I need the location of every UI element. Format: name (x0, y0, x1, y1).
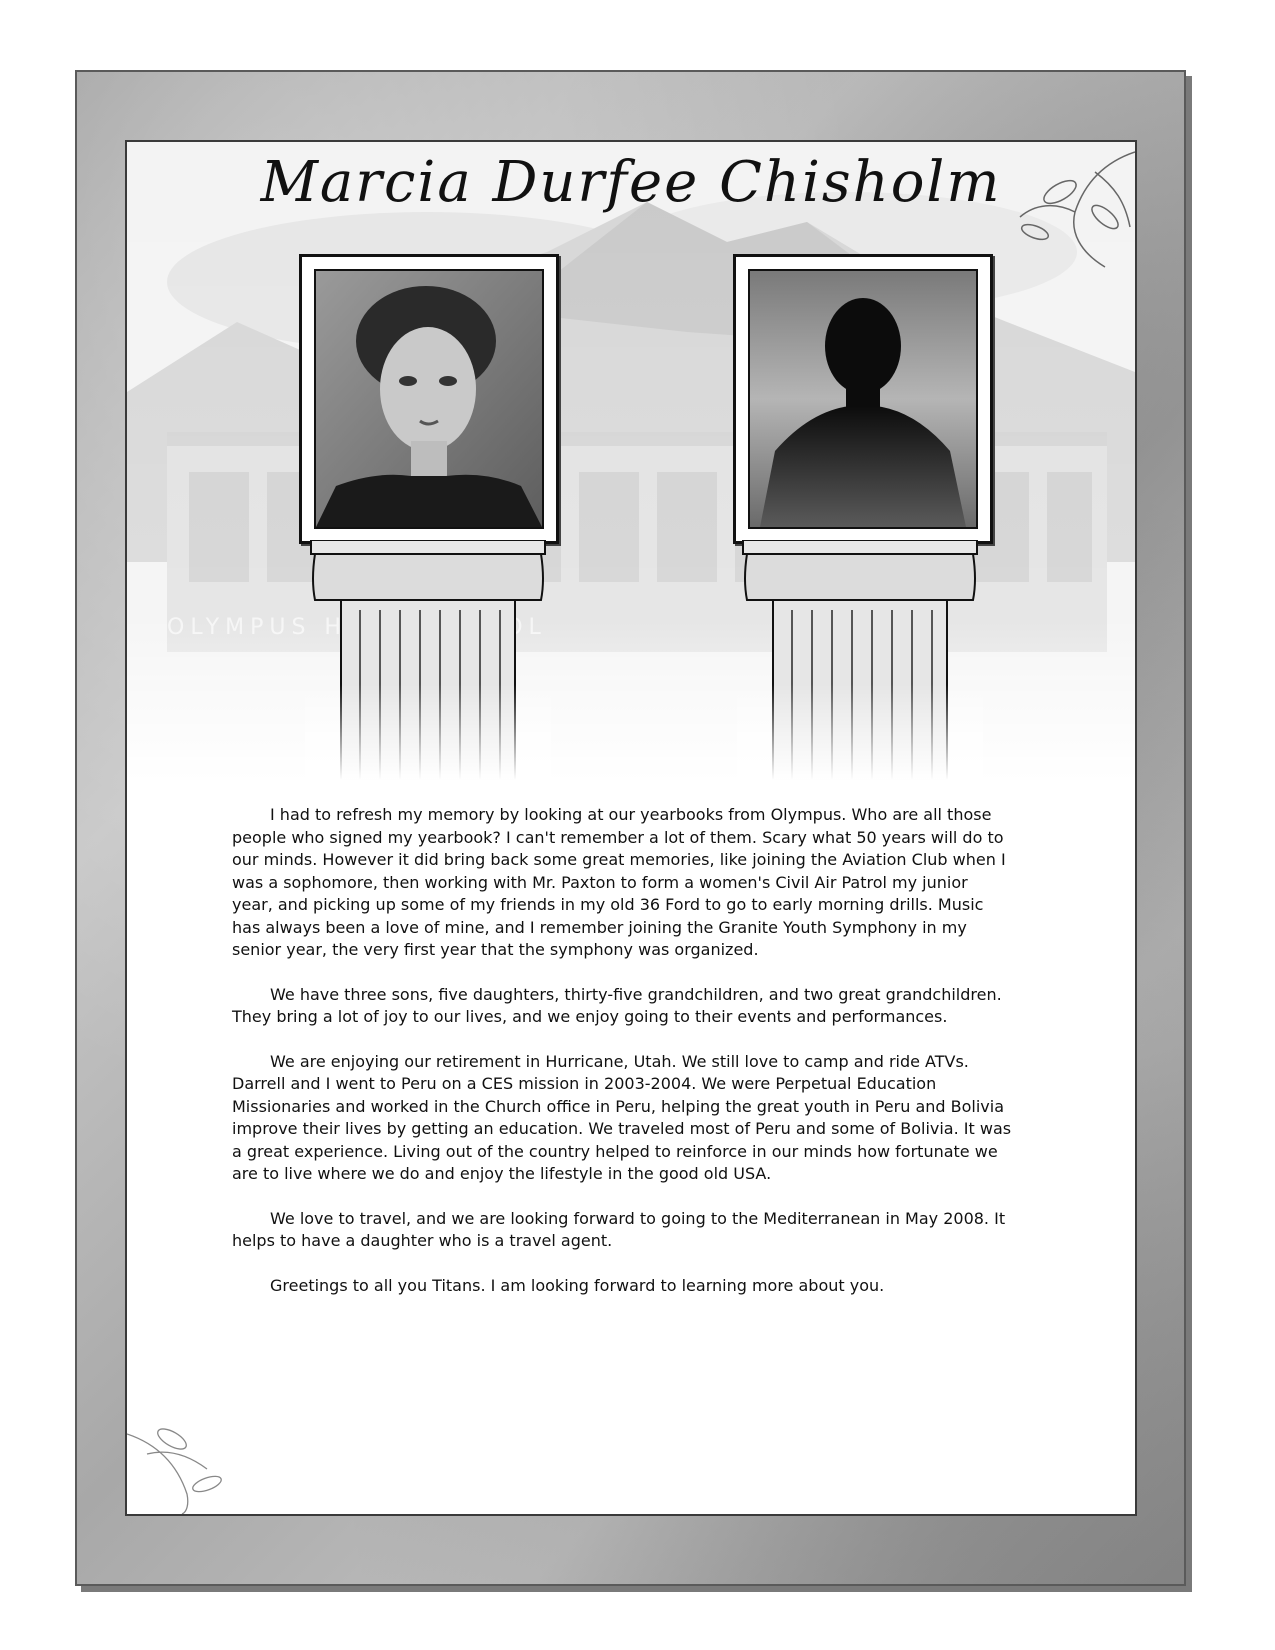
silhouette-photo (748, 269, 978, 529)
floral-ornament-bottom-left (127, 1394, 247, 1514)
left-pillar (305, 540, 551, 780)
paragraph-memories: I had to refresh my memory by looking at our yearbooks from Olympus. Who are all those people who signed my yearbook? I can't remember a lot of them. Scary what 50 years will do to our minds. However it did bring back some great memories, like joining the Aviation Club when I was a sophomore, then working with Mr. Paxton to form a women's Civil Air Patrol my junior year, and picking up some of my friends in my old 36 Ford to go to early morning drills. Music has always been a love of mine, and I remember joining the Granite Youth Symphony in my senior year, the very first year that the symphony was organized. (232, 805, 1006, 959)
paragraph-retirement: We are enjoying our retirement in Hurricane, Utah. We still love to camp and ride ATVs. Darrell and I went to Peru on a CES mission in 2003-2004. We were Perpetual Education Missionaries and worked in the Church office in Peru, helping the great youth in Peru and Bolivia improve their lives by getting an education. We traveled most of Peru and some of Bolivia. It was a great experience. Living out of the country helped to reinforce in our minds how fortunate we are to live where we do and enjoy the lifestyle in the good old USA. (232, 1051, 1012, 1183)
page-frame (75, 70, 1186, 1586)
page-title: Marcia Durfee Chisholm (260, 150, 1002, 215)
paragraph-greetings: Greetings to all you Titans. I am looking forward to learning more about you. (270, 1275, 885, 1295)
paragraph-travel: We love to travel, and we are looking forward to going to the Mediterranean in May 2008. It helps to have a daughter who is a travel agent. (232, 1208, 1006, 1250)
portrait-photo (314, 269, 544, 529)
paragraph-family: We have three sons, five daughters, thirty-five grandchildren, and two great grandchildren. They bring a lot of joy to our lives, and we enjoy going to their events and performances. (232, 984, 1002, 1026)
biography-text (232, 804, 1012, 1319)
left-photo-frame (299, 254, 559, 544)
right-pillar (737, 540, 983, 780)
right-photo-frame (733, 254, 993, 544)
content-panel (125, 140, 1137, 1516)
